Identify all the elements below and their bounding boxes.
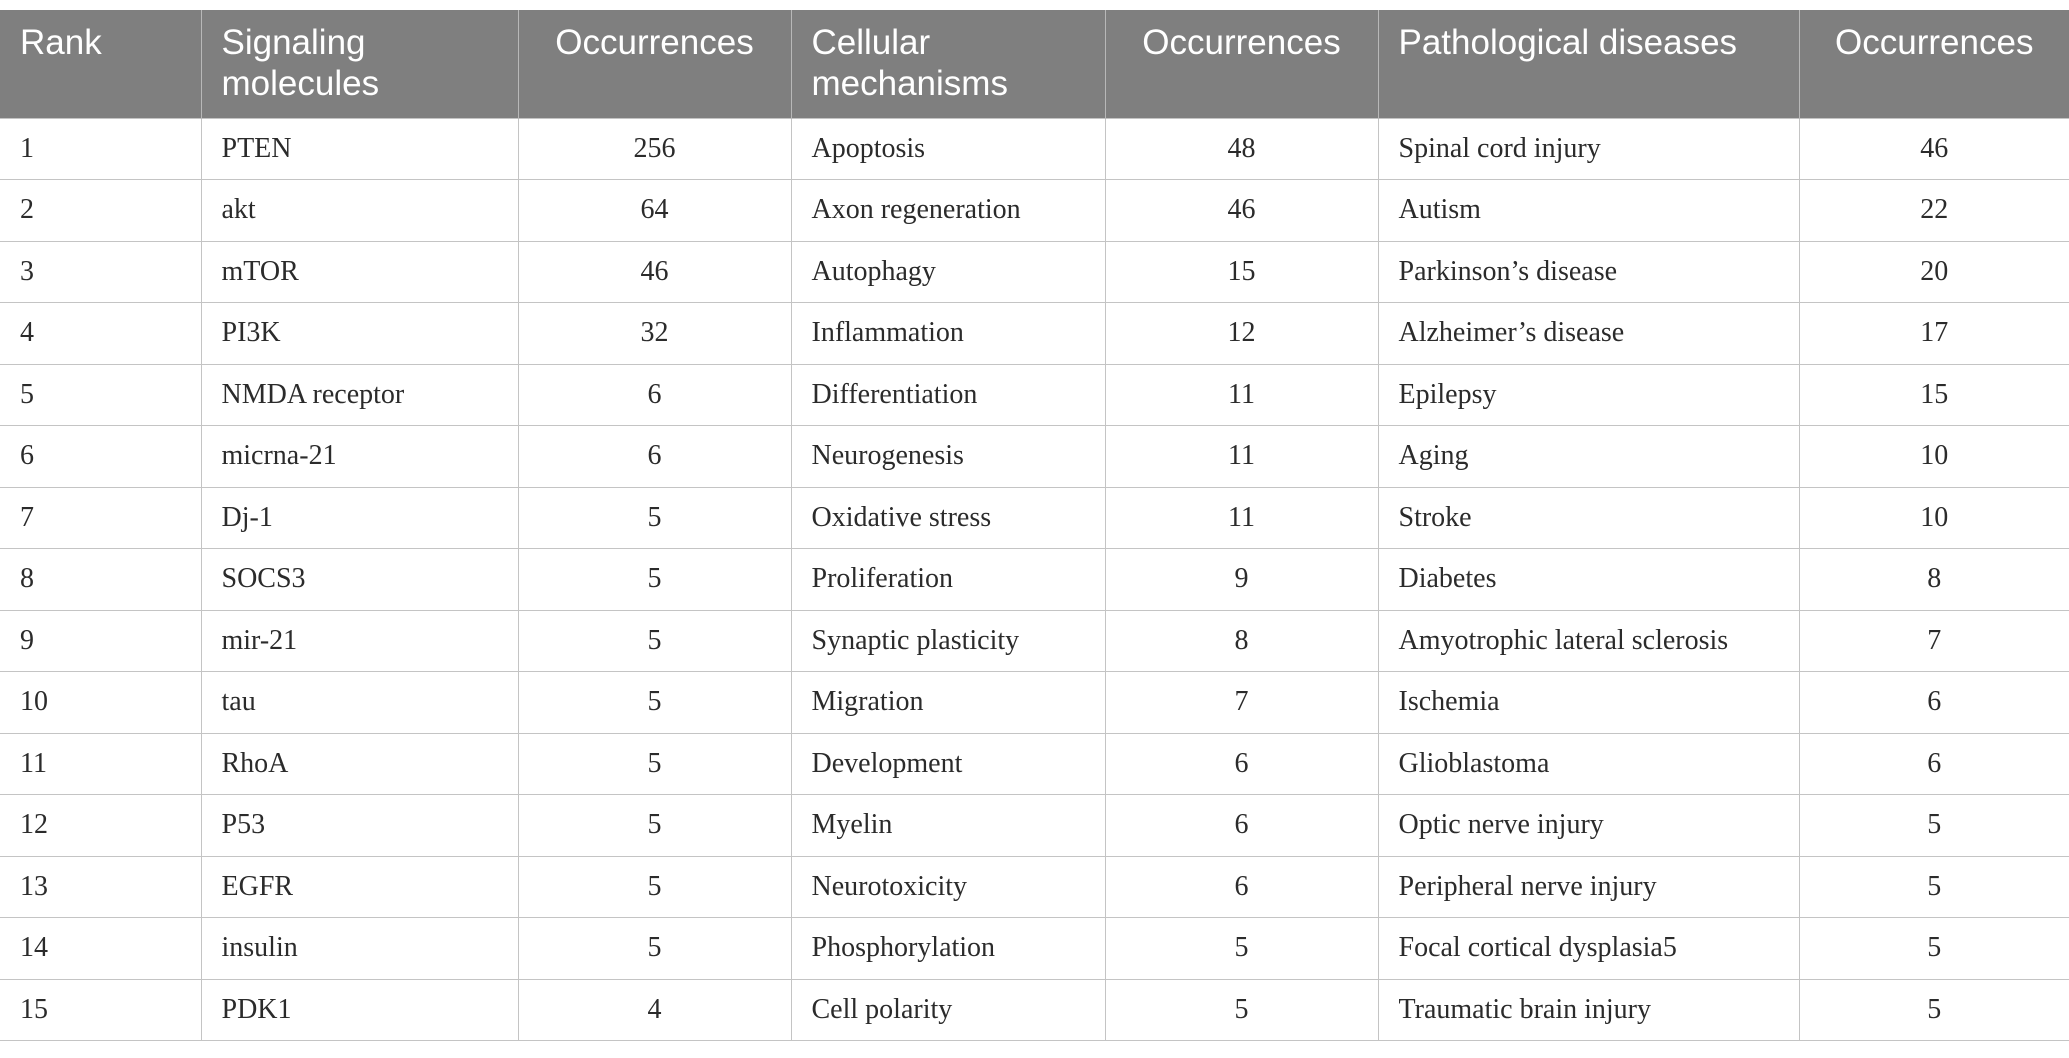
- cellular-mechanism-cell: Phosphorylation: [791, 918, 1105, 980]
- table-row: [0, 118, 2069, 180]
- pathological-disease-cell: Amyotrophic lateral sclerosis: [1378, 610, 1799, 672]
- cellular-mechanism-cell: Synaptic plasticity: [791, 610, 1105, 672]
- pathological-disease-cell: Focal cortical dysplasia5: [1378, 918, 1799, 980]
- header-pathological-diseases: Pathological diseases: [1378, 10, 1799, 118]
- ranking-table: [0, 10, 2069, 1041]
- disease-occurrences-cell: 5: [1799, 979, 2069, 1041]
- signaling-molecule-cell: mir-21: [201, 610, 518, 672]
- mechanism-occurrences-cell: 9: [1105, 549, 1378, 611]
- molecule-occurrences-cell: 6: [518, 364, 791, 426]
- mechanism-occurrences-cell: 6: [1105, 733, 1378, 795]
- table-row: [0, 303, 2069, 365]
- cellular-mechanism-cell: Differentiation: [791, 364, 1105, 426]
- table-header: [0, 10, 2069, 118]
- pathological-disease-cell: Epilepsy: [1378, 364, 1799, 426]
- pathological-disease-cell: Spinal cord injury: [1378, 118, 1799, 180]
- molecule-occurrences-cell: 5: [518, 795, 791, 857]
- disease-occurrences-cell: 46: [1799, 118, 2069, 180]
- mechanism-occurrences-cell: 6: [1105, 795, 1378, 857]
- header-occurrences-mechanisms: Occurrences: [1105, 10, 1378, 118]
- cellular-mechanism-cell: Proliferation: [791, 549, 1105, 611]
- rank-cell: 2: [0, 180, 201, 242]
- table-row: [0, 795, 2069, 857]
- mechanism-occurrences-cell: 11: [1105, 487, 1378, 549]
- table-row: [0, 672, 2069, 734]
- disease-occurrences-cell: 15: [1799, 364, 2069, 426]
- molecule-occurrences-cell: 5: [518, 672, 791, 734]
- disease-occurrences-cell: 10: [1799, 426, 2069, 488]
- mechanism-occurrences-cell: 7: [1105, 672, 1378, 734]
- pathological-disease-cell: Aging: [1378, 426, 1799, 488]
- header-rank: Rank: [0, 10, 201, 118]
- table-row: [0, 364, 2069, 426]
- disease-occurrences-cell: 6: [1799, 672, 2069, 734]
- table-row: [0, 733, 2069, 795]
- cellular-mechanism-cell: Autophagy: [791, 241, 1105, 303]
- pathological-disease-cell: Parkinson’s disease: [1378, 241, 1799, 303]
- disease-occurrences-cell: 7: [1799, 610, 2069, 672]
- molecule-occurrences-cell: 5: [518, 733, 791, 795]
- disease-occurrences-cell: 22: [1799, 180, 2069, 242]
- mechanism-occurrences-cell: 5: [1105, 918, 1378, 980]
- disease-occurrences-cell: 8: [1799, 549, 2069, 611]
- signaling-molecule-cell: PI3K: [201, 303, 518, 365]
- pathological-disease-cell: Alzheimer’s disease: [1378, 303, 1799, 365]
- signaling-molecule-cell: PTEN: [201, 118, 518, 180]
- molecule-occurrences-cell: 5: [518, 918, 791, 980]
- disease-occurrences-cell: 10: [1799, 487, 2069, 549]
- pathological-disease-cell: Ischemia: [1378, 672, 1799, 734]
- pathological-disease-cell: Diabetes: [1378, 549, 1799, 611]
- rank-cell: 13: [0, 856, 201, 918]
- cellular-mechanism-cell: Myelin: [791, 795, 1105, 857]
- molecule-occurrences-cell: 5: [518, 610, 791, 672]
- signaling-molecule-cell: P53: [201, 795, 518, 857]
- signaling-molecule-cell: akt: [201, 180, 518, 242]
- header-occurrences-molecules: Occurrences: [518, 10, 791, 118]
- molecule-occurrences-cell: 4: [518, 979, 791, 1041]
- cellular-mechanism-cell: Inflammation: [791, 303, 1105, 365]
- molecule-occurrences-cell: 46: [518, 241, 791, 303]
- rank-cell: 14: [0, 918, 201, 980]
- mechanism-occurrences-cell: 48: [1105, 118, 1378, 180]
- signaling-molecule-cell: RhoA: [201, 733, 518, 795]
- pathological-disease-cell: Traumatic brain injury: [1378, 979, 1799, 1041]
- cellular-mechanism-cell: Migration: [791, 672, 1105, 734]
- rank-cell: 11: [0, 733, 201, 795]
- disease-occurrences-cell: 5: [1799, 856, 2069, 918]
- rank-cell: 12: [0, 795, 201, 857]
- pathological-disease-cell: Autism: [1378, 180, 1799, 242]
- rank-cell: 7: [0, 487, 201, 549]
- table-row: [0, 856, 2069, 918]
- signaling-molecule-cell: mTOR: [201, 241, 518, 303]
- ranking-table-container: [0, 10, 2069, 1041]
- signaling-molecule-cell: EGFR: [201, 856, 518, 918]
- disease-occurrences-cell: 6: [1799, 733, 2069, 795]
- rank-cell: 4: [0, 303, 201, 365]
- disease-occurrences-cell: 20: [1799, 241, 2069, 303]
- cellular-mechanism-cell: Axon regeneration: [791, 180, 1105, 242]
- table-row: [0, 610, 2069, 672]
- cellular-mechanism-cell: Development: [791, 733, 1105, 795]
- signaling-molecule-cell: insulin: [201, 918, 518, 980]
- disease-occurrences-cell: 17: [1799, 303, 2069, 365]
- table-row: [0, 426, 2069, 488]
- disease-occurrences-cell: 5: [1799, 795, 2069, 857]
- table-row: [0, 241, 2069, 303]
- mechanism-occurrences-cell: 8: [1105, 610, 1378, 672]
- disease-occurrences-cell: 5: [1799, 918, 2069, 980]
- mechanism-occurrences-cell: 46: [1105, 180, 1378, 242]
- signaling-molecule-cell: PDK1: [201, 979, 518, 1041]
- header-occurrences-diseases: Occurrences: [1799, 10, 2069, 118]
- molecule-occurrences-cell: 64: [518, 180, 791, 242]
- pathological-disease-cell: Peripheral nerve injury: [1378, 856, 1799, 918]
- rank-cell: 15: [0, 979, 201, 1041]
- molecule-occurrences-cell: 5: [518, 549, 791, 611]
- rank-cell: 10: [0, 672, 201, 734]
- pathological-disease-cell: Optic nerve injury: [1378, 795, 1799, 857]
- mechanism-occurrences-cell: 15: [1105, 241, 1378, 303]
- cellular-mechanism-cell: Cell polarity: [791, 979, 1105, 1041]
- cellular-mechanism-cell: Oxidative stress: [791, 487, 1105, 549]
- mechanism-occurrences-cell: 6: [1105, 856, 1378, 918]
- mechanism-occurrences-cell: 11: [1105, 364, 1378, 426]
- table-row: [0, 180, 2069, 242]
- molecule-occurrences-cell: 32: [518, 303, 791, 365]
- rank-cell: 6: [0, 426, 201, 488]
- molecule-occurrences-cell: 256: [518, 118, 791, 180]
- mechanism-occurrences-cell: 11: [1105, 426, 1378, 488]
- signaling-molecule-cell: SOCS3: [201, 549, 518, 611]
- rank-cell: 3: [0, 241, 201, 303]
- molecule-occurrences-cell: 5: [518, 856, 791, 918]
- header-cellular-mechanisms: Cellular mechanisms: [791, 10, 1105, 118]
- cellular-mechanism-cell: Apoptosis: [791, 118, 1105, 180]
- signaling-molecule-cell: tau: [201, 672, 518, 734]
- table-row: [0, 979, 2069, 1041]
- rank-cell: 8: [0, 549, 201, 611]
- header-row: [0, 10, 2069, 118]
- molecule-occurrences-cell: 6: [518, 426, 791, 488]
- table-body: [0, 118, 2069, 1041]
- signaling-molecule-cell: Dj-1: [201, 487, 518, 549]
- mechanism-occurrences-cell: 12: [1105, 303, 1378, 365]
- table-row: [0, 487, 2069, 549]
- signaling-molecule-cell: micrna-21: [201, 426, 518, 488]
- molecule-occurrences-cell: 5: [518, 487, 791, 549]
- signaling-molecule-cell: NMDA receptor: [201, 364, 518, 426]
- pathological-disease-cell: Glioblastoma: [1378, 733, 1799, 795]
- pathological-disease-cell: Stroke: [1378, 487, 1799, 549]
- table-row: [0, 549, 2069, 611]
- cellular-mechanism-cell: Neurogenesis: [791, 426, 1105, 488]
- rank-cell: 9: [0, 610, 201, 672]
- table-row: [0, 918, 2069, 980]
- header-signaling-molecules: Signaling molecules: [201, 10, 518, 118]
- cellular-mechanism-cell: Neurotoxicity: [791, 856, 1105, 918]
- mechanism-occurrences-cell: 5: [1105, 979, 1378, 1041]
- rank-cell: 1: [0, 118, 201, 180]
- rank-cell: 5: [0, 364, 201, 426]
